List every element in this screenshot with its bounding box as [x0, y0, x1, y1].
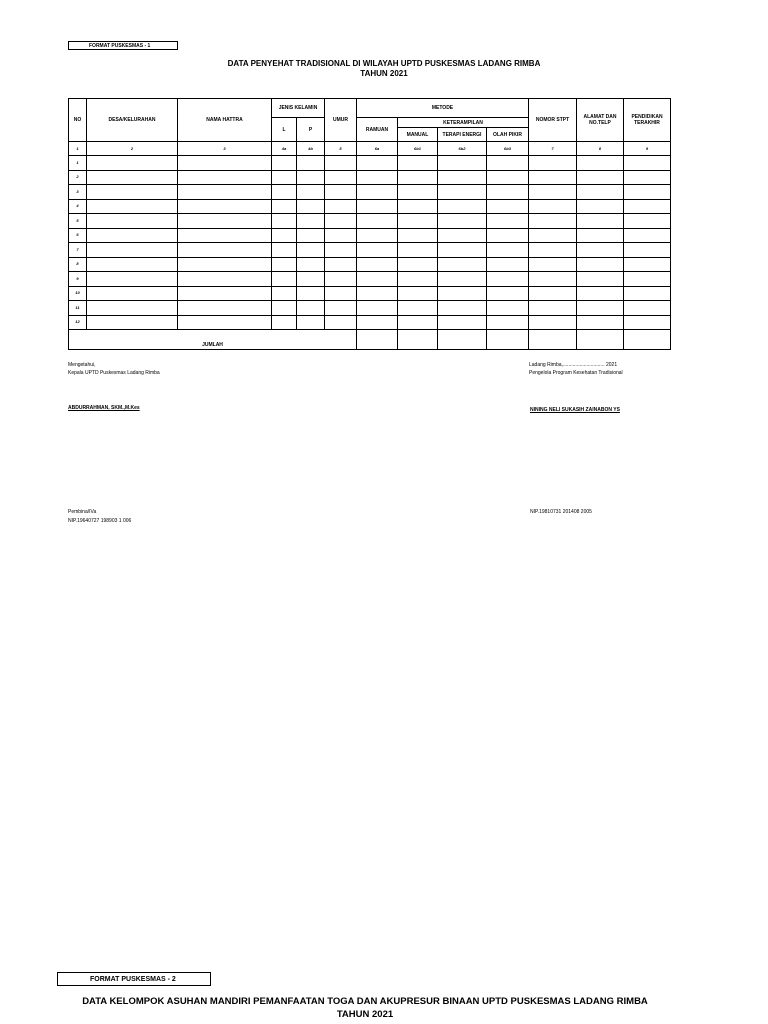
total-cell	[487, 330, 529, 350]
row-number: 1	[69, 156, 87, 171]
table-cell	[357, 185, 398, 200]
row-number: 3	[69, 185, 87, 200]
table-cell	[487, 286, 529, 301]
row-number: 9	[69, 272, 87, 287]
column-number: 9	[624, 142, 671, 156]
column-number: 5	[325, 142, 357, 156]
table-cell	[438, 301, 487, 316]
total-cell	[398, 330, 438, 350]
table-cell	[398, 185, 438, 200]
left-signatory-rank: Pembina/IVa	[68, 509, 97, 515]
table-cell	[398, 156, 438, 171]
table-cell	[487, 170, 529, 185]
table-cell	[529, 272, 577, 287]
table-cell	[325, 286, 357, 301]
table-cell	[297, 199, 325, 214]
table-cell	[272, 243, 297, 258]
table-cell	[272, 315, 297, 330]
table-cell	[438, 243, 487, 258]
table-cell	[487, 301, 529, 316]
table-cell	[624, 185, 671, 200]
column-number: 4b	[297, 142, 325, 156]
table-cell	[398, 228, 438, 243]
table-cell	[398, 243, 438, 258]
header-jenis-kelamin: JENIS KELAMIN	[272, 99, 325, 118]
header-olah-pikir: OLAH PIKIR	[487, 128, 529, 142]
table-row	[69, 199, 671, 214]
header-ramuan: RAMUAN	[357, 118, 398, 142]
table-cell	[87, 228, 178, 243]
table-cell	[529, 156, 577, 171]
table-cell	[624, 243, 671, 258]
table-cell	[487, 156, 529, 171]
left-signatory-name: ABDURRAHMAN, SKM.,M.Kes	[68, 405, 140, 411]
table-cell	[178, 199, 272, 214]
table-cell	[297, 228, 325, 243]
table-row	[69, 156, 671, 171]
table-cell	[398, 170, 438, 185]
table-cell	[577, 156, 624, 171]
row-number: 5	[69, 214, 87, 229]
format-label-2: FORMAT PUSKESMAS - 2	[57, 972, 211, 986]
table-cell	[272, 272, 297, 287]
row-number: 12	[69, 315, 87, 330]
table-cell	[487, 185, 529, 200]
format-label-1: FORMAT PUSKESMAS - 1	[68, 41, 178, 50]
header-no: NO	[69, 99, 87, 142]
table-cell	[297, 156, 325, 171]
total-cell	[438, 330, 487, 350]
table-cell	[297, 214, 325, 229]
table-cell	[178, 228, 272, 243]
table-cell	[357, 301, 398, 316]
right-sign-line2: Pengelola Program Kesehatan Tradisional	[529, 370, 623, 376]
column-number: 6a	[357, 142, 398, 156]
table-cell	[178, 185, 272, 200]
table-cell	[577, 286, 624, 301]
total-cell	[357, 330, 398, 350]
table-row	[69, 257, 671, 272]
table-cell	[577, 214, 624, 229]
table-cell	[297, 185, 325, 200]
table-cell	[178, 301, 272, 316]
table-cell	[178, 170, 272, 185]
form2-title: DATA KELOMPOK ASUHAN MANDIRI PEMANFAATAN TOGA DAN AKUPRESUR BINAAN UPTD PUSKESMAS LADANG RIMBA	[82, 996, 648, 1007]
table-row	[69, 214, 671, 229]
table-cell	[325, 301, 357, 316]
header-metode: METODE	[357, 99, 529, 118]
table-cell	[438, 170, 487, 185]
table-cell	[357, 170, 398, 185]
table-cell	[178, 257, 272, 272]
table-cell	[624, 156, 671, 171]
column-number-row	[69, 142, 671, 156]
row-number: 2	[69, 170, 87, 185]
table-cell	[438, 156, 487, 171]
table-cell	[529, 257, 577, 272]
table-cell	[529, 315, 577, 330]
table-cell	[398, 286, 438, 301]
table-cell	[297, 272, 325, 287]
row-number: 7	[69, 243, 87, 258]
left-signatory-nip: NIP.19640727 198903 1 006	[68, 518, 132, 524]
table-row	[69, 301, 671, 316]
table-cell	[297, 257, 325, 272]
table-cell	[87, 243, 178, 258]
table-cell	[529, 214, 577, 229]
table-cell	[624, 228, 671, 243]
table-cell	[577, 301, 624, 316]
table-cell	[624, 170, 671, 185]
table-cell	[624, 315, 671, 330]
table-cell	[297, 315, 325, 330]
table-cell	[438, 228, 487, 243]
left-sign-line2: Kepala UPTD Puskesmas Ladang Rimba	[68, 370, 160, 376]
header-pendidikan: PENDIDIKAN TERAKHIR	[624, 99, 671, 142]
table-cell	[272, 156, 297, 171]
table-cell	[577, 315, 624, 330]
table-cell	[87, 272, 178, 287]
table-cell	[87, 315, 178, 330]
column-number: 8	[577, 142, 624, 156]
table-cell	[357, 286, 398, 301]
table-cell	[272, 301, 297, 316]
table-cell	[398, 272, 438, 287]
header-nomor-stpt: NOMOR STPT	[529, 99, 577, 142]
column-number: 6b1	[398, 142, 438, 156]
header-umur: UMUR	[325, 99, 357, 142]
table-cell	[87, 257, 178, 272]
table-cell	[87, 185, 178, 200]
right-signatory-name: NINING NELI SUKASIH ZAINABON YS	[530, 407, 620, 413]
table-cell	[87, 156, 178, 171]
table-cell	[487, 243, 529, 258]
table-cell	[87, 199, 178, 214]
table-cell	[438, 199, 487, 214]
table-cell	[398, 301, 438, 316]
table-cell	[178, 243, 272, 258]
table-cell	[529, 286, 577, 301]
table-cell	[325, 185, 357, 200]
table-cell	[325, 156, 357, 171]
table-cell	[87, 214, 178, 229]
column-number: 6b3	[487, 142, 529, 156]
table-cell	[577, 170, 624, 185]
table-cell	[577, 272, 624, 287]
column-number: 1	[69, 142, 87, 156]
header-p: P	[297, 118, 325, 142]
table-cell	[325, 243, 357, 258]
table-cell	[178, 272, 272, 287]
table-cell	[624, 214, 671, 229]
table-cell	[398, 257, 438, 272]
table-cell	[624, 199, 671, 214]
header-keterampilan: KETERAMPILAN	[398, 118, 529, 128]
table-cell	[272, 286, 297, 301]
form2-year: TAHUN 2021	[336, 1009, 394, 1020]
table-cell	[398, 199, 438, 214]
table-cell	[325, 199, 357, 214]
row-number: 10	[69, 286, 87, 301]
table-cell	[487, 272, 529, 287]
table-row	[69, 243, 671, 258]
row-number: 6	[69, 228, 87, 243]
column-number: 6b2	[438, 142, 487, 156]
form1-title: DATA PENYEHAT TRADISIONAL DI WILAYAH UPTD PUSKESMAS LADANG RIMBA	[227, 59, 541, 68]
table-cell	[357, 214, 398, 229]
right-signatory-nip: NIP.19810731 201408 2005	[530, 509, 592, 515]
table-cell	[297, 243, 325, 258]
header-nama: NAMA HATTRA	[178, 99, 272, 142]
table-cell	[624, 272, 671, 287]
table-row	[69, 170, 671, 185]
right-sign-line1: Ladang Rimba,.............................. 2021	[529, 362, 618, 368]
table-cell	[577, 257, 624, 272]
column-number: 7	[529, 142, 577, 156]
table-cell	[325, 315, 357, 330]
table-cell	[272, 185, 297, 200]
table-cell	[272, 214, 297, 229]
left-sign-line1: Mengetahui,	[68, 362, 96, 368]
column-number: 3	[178, 142, 272, 156]
table-cell	[529, 301, 577, 316]
penyehat-table	[68, 98, 671, 350]
table-cell	[357, 156, 398, 171]
table-cell	[624, 257, 671, 272]
total-cell	[529, 330, 577, 350]
table-cell	[357, 315, 398, 330]
table-cell	[487, 199, 529, 214]
table-cell	[357, 272, 398, 287]
total-cell	[577, 330, 624, 350]
table-cell	[577, 199, 624, 214]
table-row	[69, 286, 671, 301]
table-cell	[272, 199, 297, 214]
header-manual: MANUAL	[398, 128, 438, 142]
table-cell	[325, 257, 357, 272]
table-cell	[272, 170, 297, 185]
table-cell	[529, 170, 577, 185]
table-cell	[529, 243, 577, 258]
table-cell	[487, 214, 529, 229]
table-cell	[325, 272, 357, 287]
table-cell	[357, 257, 398, 272]
table-cell	[87, 301, 178, 316]
header-l: L	[272, 118, 297, 142]
table-cell	[398, 315, 438, 330]
table-cell	[529, 228, 577, 243]
table-cell	[487, 315, 529, 330]
header-alamat: ALAMAT DAN NO.TELP	[577, 99, 624, 142]
table-cell	[297, 286, 325, 301]
table-row	[69, 272, 671, 287]
table-row	[69, 315, 671, 330]
table-cell	[325, 214, 357, 229]
total-row	[69, 330, 671, 350]
table-cell	[398, 214, 438, 229]
table-cell	[87, 286, 178, 301]
table-cell	[487, 228, 529, 243]
table-cell	[178, 214, 272, 229]
column-number: 2	[87, 142, 178, 156]
table-cell	[178, 156, 272, 171]
row-number: 8	[69, 257, 87, 272]
table-cell	[487, 257, 529, 272]
table-cell	[325, 228, 357, 243]
table-cell	[529, 199, 577, 214]
table-cell	[272, 257, 297, 272]
total-label: JUMLAH	[69, 330, 357, 350]
table-cell	[297, 170, 325, 185]
column-number: 4a	[272, 142, 297, 156]
table-cell	[357, 228, 398, 243]
table-cell	[87, 170, 178, 185]
row-number: 11	[69, 301, 87, 316]
table-cell	[438, 214, 487, 229]
form1-year: TAHUN 2021	[360, 69, 408, 78]
table-cell	[357, 199, 398, 214]
table-cell	[577, 228, 624, 243]
table-cell	[624, 286, 671, 301]
row-number: 4	[69, 199, 87, 214]
table-row	[69, 185, 671, 200]
table-cell	[272, 228, 297, 243]
table-cell	[438, 286, 487, 301]
table-cell	[624, 301, 671, 316]
table-cell	[357, 243, 398, 258]
table-cell	[577, 185, 624, 200]
table-cell	[438, 185, 487, 200]
table-row	[69, 228, 671, 243]
header-desa: DESA/KELURAHAN	[87, 99, 178, 142]
table-cell	[297, 301, 325, 316]
total-cell	[624, 330, 671, 350]
header-terapi-energi: TERAPI ENERGI	[438, 128, 487, 142]
table-cell	[438, 272, 487, 287]
table-cell	[577, 243, 624, 258]
table-cell	[438, 257, 487, 272]
table-cell	[438, 315, 487, 330]
table-cell	[178, 315, 272, 330]
table-cell	[178, 286, 272, 301]
table-cell	[325, 170, 357, 185]
table-cell	[529, 185, 577, 200]
